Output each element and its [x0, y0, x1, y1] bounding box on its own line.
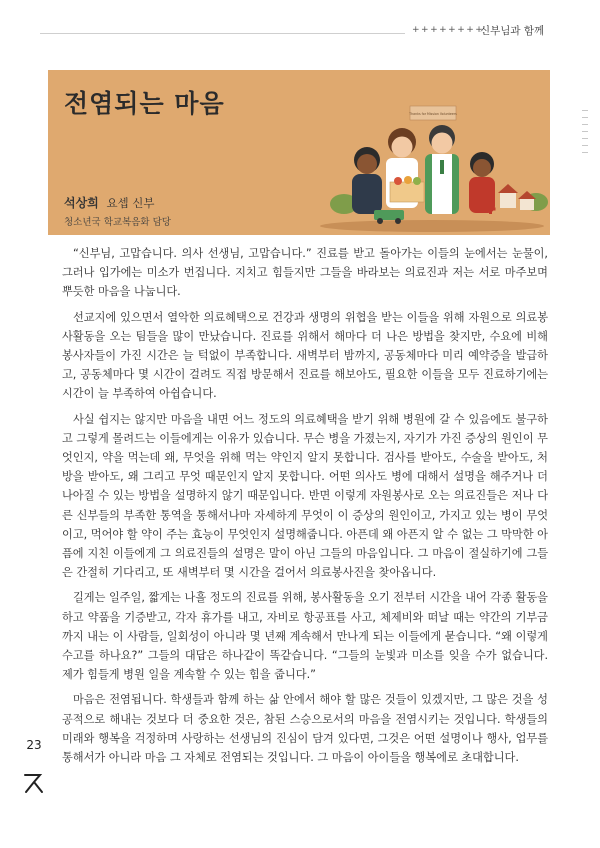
- produce-3: [413, 177, 421, 185]
- section-title: 신부님과 함께: [480, 25, 545, 37]
- paragraph-5: 마음은 전염됩니다. 학생들과 함께 하는 삶 안에서 해야 할 많은 것들이 있겠지만, 그 많은 것을 성공적으로 해내는 것보다 더 중요한 것은, 참된 스승으로서의 마음을 전염시키는 것입니다. 학생들의 미래와 행복을 걱정하며 사랑하는 선생님의 진심이 담겨 있다면, 그것은 어떤 설명이나 행사, 업무를 통해서가 아니라 마음 그 자체로 전염되는 것입니다. 그 마음이 아이들을 행복에로 초대합니다.: [62, 693, 548, 765]
- paragraph-3: 사실 쉽지는 않지만 마음을 내면 어느 정도의 의료혜택을 받기 위해 병원에 갈 수 있음에도 불구하고 그렇게 몰려드는 이들에게는 이유가 있습니다. 무슨 병을 가졌는지, 자기가 가진 증상의 원인이 무엇인지, 약을 먹는데 왜, 무엇을 위해 먹는 약인지 알지 못합니다. 검사를 받아도, 수술을 받아도, 처방을 받아도, 왜 그리고 무엇 때문인지 알지 못합니다. 어떤 의사도 병에 대해서 설명을 해주거나 더 나아질 수 있는 방법을 설명하지 않기 때문입니다. 반면 이렇게 자원봉사로 오는 의료진들은 저나 다른 신부들의 부족한 통역을 통해서나마 자세하게 무엇이 이 증상의 원인이고, 가지고 있는 병이 무엇이고, 먹어야 할 약이 주는 효능이 무엇인지 설명해줍니다. 아픈데 왜 아픈지 알 수 없는 그 막막한 아픔에 지친 이들에게 그 의료진들의 설명은 말이 아닌 그들의 마음입니다. 그 마음이 절실하기에 그들은 간절히 기다리고, 또 새벽부터 몇 시간을 걸어서 의료봉사진을 찾아옵니다.: [62, 412, 548, 580]
- page-mark-icon: [22, 772, 48, 794]
- house-1: [500, 192, 516, 208]
- article-body: [62, 244, 548, 773]
- side-ticks: [582, 110, 588, 159]
- produce-1: [394, 177, 402, 185]
- person1-face: [357, 154, 377, 174]
- produce-2: [404, 176, 412, 184]
- article-banner: [48, 70, 550, 235]
- produce-box: [390, 182, 424, 202]
- person1-body: [352, 174, 382, 214]
- sign-text: Thanks for Mission Volunteers: [409, 112, 457, 116]
- house-2: [520, 198, 534, 210]
- page-number: 23: [26, 738, 42, 752]
- author-role: 청소년국 학교복음화 담당: [64, 217, 171, 228]
- person2-face: [392, 137, 413, 158]
- paragraph-2: 선교지에 있으면서 열악한 의료혜택으로 건강과 생명의 위협을 받는 이들을 위해 자원으로 의료봉사활동을 오는 팀들을 많이 만났습니다. 진료를 위해서 해마다 더 나은 방법을 찾지만, 수요에 비해 봉사자들이 가진 시간은 늘 턱없이 부족합니다. 새벽부터 밤까지, 공동체마다 미리 예약증을 발급하고, 공동체마다 몇 시간이 걸려도 직접 방문해서 진료를 해보아도, 필요한 이들을 모두 진료하기에는 시간이 늘 부족하여 아쉽습니다.: [62, 310, 548, 401]
- house-1-roof: [498, 184, 518, 193]
- article-title: 전염되는 마음: [64, 89, 225, 118]
- header-decoration: ++++++++: [412, 25, 485, 35]
- paragraph-4: 길게는 일주일, 짧게는 나흘 정도의 진료를 위해, 봉사활동을 오기 전부터 시간을 내어 각종 활동을 하고 약품을 기증받고, 각자 휴가를 내고, 자비로 항공표를 사고, 체제비와 떠날 때는 약간의 기부금까지 내는 이 사람들, 일회성이 아니라 몇 년째 계속해서 만나게 되는 이들에게 묻습니다. “왜 이렇게 수고를 하나요?” 그들의 대답은 하나같이 똑같습니다. “그들의 눈빛과 미소를 잊을 수가 없습니다. 제가 힘들게 병원 일을 계속할 수 있는 힘을 줍니다.”: [62, 591, 548, 682]
- paragraph-1: “신부님, 고맙습니다. 의사 선생님, 고맙습니다.” 진료를 받고 돌아가는 이들의 눈에서는 눈물이, 그러나 입가에는 미소가 번집니다. 지치고 힘들지만 그들을 바라보는 의료진과 저는 서로 마주보며 뿌듯한 마음을 나눕니다.: [62, 247, 548, 299]
- header-rule: [40, 33, 405, 34]
- ground-shadow: [320, 220, 544, 232]
- medical-cross-h: [486, 208, 496, 211]
- author-name: 석상희: [64, 196, 99, 210]
- volunteers-illustration: [314, 100, 550, 235]
- stethoscope: [440, 160, 444, 174]
- author-line: [64, 194, 155, 211]
- person3-face: [432, 133, 453, 154]
- truck-wheel-1: [377, 218, 383, 224]
- truck-wheel-2: [395, 218, 401, 224]
- person4-face: [473, 159, 491, 177]
- author-baptismal: 요셉 신부: [106, 196, 155, 210]
